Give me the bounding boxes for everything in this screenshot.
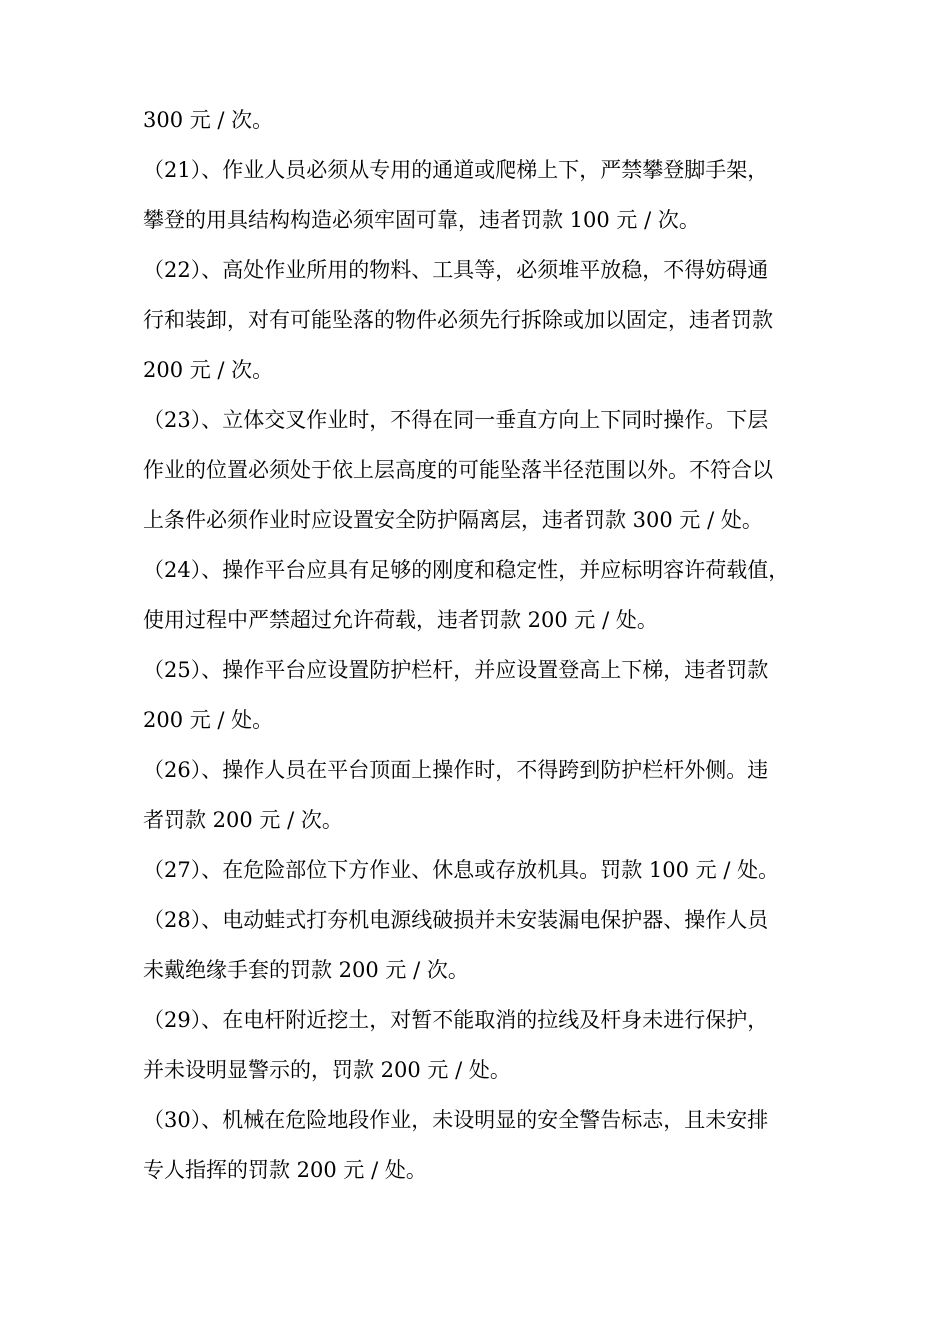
text-line: （26）、操作人员在平台顶面上操作时，不得跨到防护栏杆外侧。违 xyxy=(143,758,769,782)
text-line: 上条件必须作业时应设置安全防护隔离层，违者罚款 300 元 / 处。 xyxy=(143,508,763,532)
text-line: 行和装卸，对有可能坠落的物件必须先行拆除或加以固定，违者罚款 xyxy=(143,308,773,332)
text-line: 使用过程中严禁超过允许荷载，违者罚款 200 元 / 处。 xyxy=(143,608,658,632)
text-line: 专人指挥的罚款 200 元 / 处。 xyxy=(143,1158,427,1182)
text-line: 200 元 / 次。 xyxy=(143,358,274,382)
text-line: （27）、在危险部位下方作业、休息或存放机具。罚款 100 元 / 处。 xyxy=(143,858,780,882)
text-line: 者罚款 200 元 / 次。 xyxy=(143,808,343,832)
text-line: （23）、立体交叉作业时，不得在同一垂直方向上下同时操作。下层 xyxy=(143,408,769,432)
text-line: 300 元 / 次。 xyxy=(143,108,274,132)
document-body xyxy=(143,103,808,1203)
text-line: （22）、高处作业所用的物料、工具等，必须堆平放稳，不得妨碍通 xyxy=(143,258,769,282)
text-line: （24）、操作平台应具有足够的刚度和稳定性，并应标明容许荷载值， xyxy=(143,558,790,582)
text-line: 并未设明显警示的，罚款 200 元 / 处。 xyxy=(143,1058,511,1082)
text-line: （25）、操作平台应设置防护栏杆，并应设置登高上下梯，违者罚款 xyxy=(143,658,769,682)
text-line: 200 元 / 处。 xyxy=(143,708,274,732)
text-line: 作业的位置必须处于依上层高度的可能坠落半径范围以外。不符合以 xyxy=(143,458,773,482)
text-line: （29）、在电杆附近挖土，对暂不能取消的拉线及杆身未进行保护， xyxy=(143,1008,769,1032)
text-line: （30）、机械在危险地段作业，未设明显的安全警告标志，且未安排 xyxy=(143,1108,769,1132)
text-line: （21）、作业人员必须从专用的通道或爬梯上下，严禁攀登脚手架， xyxy=(143,158,769,182)
text-line: （28）、电动蛙式打夯机电源线破损并未安装漏电保护器、操作人员 xyxy=(143,908,769,932)
text-line: 攀登的用具结构构造必须牢固可靠，违者罚款 100 元 / 次。 xyxy=(143,208,700,232)
text-line: 未戴绝缘手套的罚款 200 元 / 次。 xyxy=(143,958,469,982)
